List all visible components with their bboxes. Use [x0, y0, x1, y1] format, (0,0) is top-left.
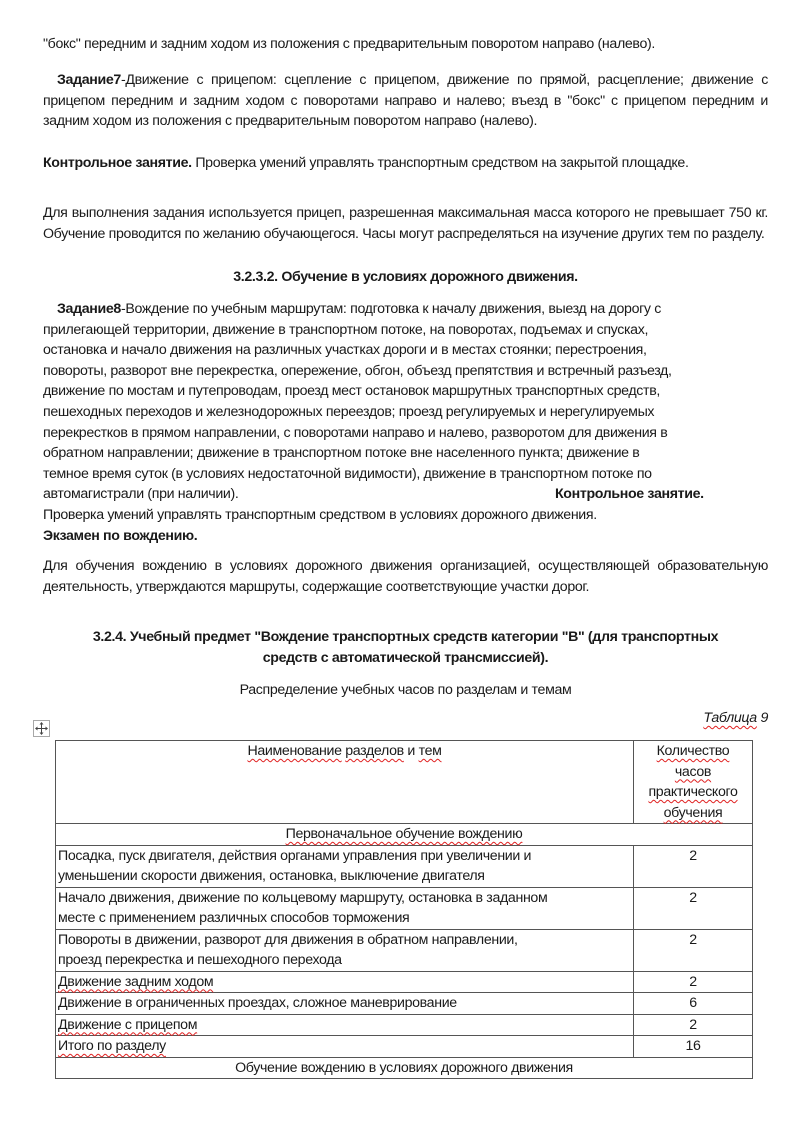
heading-3-2-4-line-2: средств с автоматической трансмиссией). [262, 650, 549, 666]
row-name-line: Движение задним ходом [58, 973, 214, 990]
task8-line-4: движение по мостам и путепроводам, проезд мест остановок маршрутных транспортных средств, [43, 383, 660, 400]
row-hours: 2 [634, 1014, 753, 1036]
task7-text: -Движение с прицепом: сцепление с прицепом, движение по прямой, расцепление; движение с прицепом передним и задним ходом с поворотами направо и налево; въезд в "бокс" с прицепом передним и задним ходом из положения с предварительным поворотом направо (налево). [43, 72, 768, 130]
paragraph-task7 [43, 70, 768, 132]
paragraph-task8 [43, 299, 768, 546]
table-row [56, 1014, 753, 1036]
row-name-line: месте с применением различных способов торможения [58, 910, 410, 926]
header-word: разделов [345, 743, 404, 759]
task8-line-text: -Вождение по учебным маршрутам: подготовка к началу движения, выезд на дорогу с [120, 301, 662, 317]
section-label: Первоначальное обучение вождению [285, 826, 523, 842]
caption-number: 9 [756, 710, 768, 726]
table-row-total [56, 1036, 753, 1058]
table-row [56, 887, 753, 929]
task8-line-1: прилегающей территории, движение в транспортном потоке, на поворотах, подъемах и спусках, [43, 321, 649, 338]
row-name-line: Движение в ограниченных проездах, сложное маневрирование [58, 995, 457, 1011]
table-row [56, 971, 753, 993]
row-hours: 16 [634, 1036, 753, 1058]
table-row [56, 929, 753, 971]
table-title: Распределение учебных часов по разделам и темам [239, 682, 572, 698]
paragraph-control-1 [43, 153, 768, 174]
table-move-handle[interactable] [33, 720, 50, 737]
header-hours-line: обучения [663, 804, 723, 821]
row-name-line: Начало движения, движение по кольцевому маршруту, остановка в заданном [58, 889, 548, 906]
hours-table [55, 740, 753, 1079]
row-hours: 2 [634, 929, 753, 971]
task8-label: Задание8 [57, 301, 121, 317]
row-name-line: Движение с прицепом [58, 1016, 198, 1033]
task8-line-2: остановка и начало движения на различных участках дороги и в местах стоянки; перестроения, [43, 342, 647, 359]
heading-3-2-4 [43, 627, 768, 669]
row-hours: 6 [634, 993, 753, 1015]
row-name [56, 929, 634, 971]
paragraph-box-continuation: "бокс" передним и задним ходом из положения с предварительным поворотом направо (налево). [43, 36, 655, 52]
control2-label: Контрольное занятие. [555, 486, 704, 503]
row-name-line: Посадка, пуск двигателя, действия органами управления при увеличении и [58, 847, 532, 864]
row-name [56, 887, 634, 929]
header-word: Наименование [247, 743, 342, 759]
row-name-line: проезд перекрестка и пешеходного перехода [58, 952, 342, 968]
task8-line-3: повороты, разворот вне перекрестка, опережение, обгон, объезд препятствия и встречный разъезд, [43, 362, 672, 379]
header-hours-col [634, 741, 753, 824]
four-way-arrow-icon [35, 722, 48, 735]
row-hours: 2 [634, 845, 753, 887]
paragraph-trailer-note: Для выполнения задания используется прицеп, разрешенная максимальная масса которого не превышает 750 кг. Обучение проводится по желанию обучающегося. Часы могут распределяться на изучение других тем по разделу. [43, 205, 768, 242]
task8-line-5: пешеходных переходов и железнодорожных переездов; проезд регулируемых и нерегулируемых [43, 403, 655, 420]
row-name [56, 845, 634, 887]
exam-label: Экзамен по вождению. [43, 527, 198, 544]
table-row [56, 993, 753, 1015]
header-word: тем [418, 743, 442, 759]
row-name-line: Итого по разделу [58, 1038, 166, 1054]
header-word: и [407, 743, 415, 759]
heading-3-2-4-line-1: 3.2.4. Учебный предмет "Вождение транспортных средств категории "В" (для транспортных [92, 629, 719, 645]
heading-3-2-3-2: 3.2.3.2. Обучение в условиях дорожного движения. [233, 269, 578, 285]
header-hours-line: практического [648, 784, 738, 800]
section-initial-training [56, 824, 753, 846]
task8-line-9 [43, 484, 768, 505]
table-header-row [56, 741, 753, 824]
row-hours: 2 [634, 887, 753, 929]
row-hours: 2 [634, 971, 753, 993]
control2-text: Проверка умений управлять транспортным средством в условиях дорожного движения. [43, 506, 597, 523]
caption-word: Таблица [703, 710, 757, 726]
section-road-training: Обучение вождению в условиях дорожного движения [56, 1057, 753, 1079]
row-name-line: уменьшении скорости движения, остановка, выключение двигателя [58, 868, 485, 884]
row-name [56, 1036, 634, 1058]
row-name-line: Повороты в движении, разворот для движения в обратном направлении, [58, 931, 518, 948]
task8-line-0 [43, 299, 768, 320]
task8-line-text: автомагистрали (при наличии). [43, 486, 239, 503]
task8-line-6: перекрестков в прямом направлении, с поворотами направо и налево, разворотом для движения в [43, 424, 668, 441]
header-hours-line: Количество [656, 743, 730, 759]
task8-line-7: обратном направлении; движение в транспортном потоке вне населенного пункта; движение в [43, 445, 640, 462]
control1-label: Контрольное занятие. [43, 155, 192, 171]
paragraph-routes-note: Для обучения вождению в условиях дорожного движения организацией, осуществляющей образовательную деятельность, утверждаются маршруты, содержащие соответствующие участки дорог. [43, 558, 768, 595]
row-name [56, 1014, 634, 1036]
control1-text: Проверка умений управлять транспортным средством на закрытой площадке. [191, 155, 689, 171]
row-name [56, 993, 634, 1015]
section-row [56, 824, 753, 846]
task8-line-8: темное время суток (в условиях недостаточной видимости), движение в транспортном потоке по [43, 465, 652, 482]
section-row [56, 1057, 753, 1079]
header-hours-line: часов [674, 763, 712, 780]
task7-label: Задание7 [57, 72, 121, 88]
row-name [56, 971, 634, 993]
header-name-col [56, 741, 634, 824]
table-row [56, 845, 753, 887]
table-caption [703, 710, 768, 726]
